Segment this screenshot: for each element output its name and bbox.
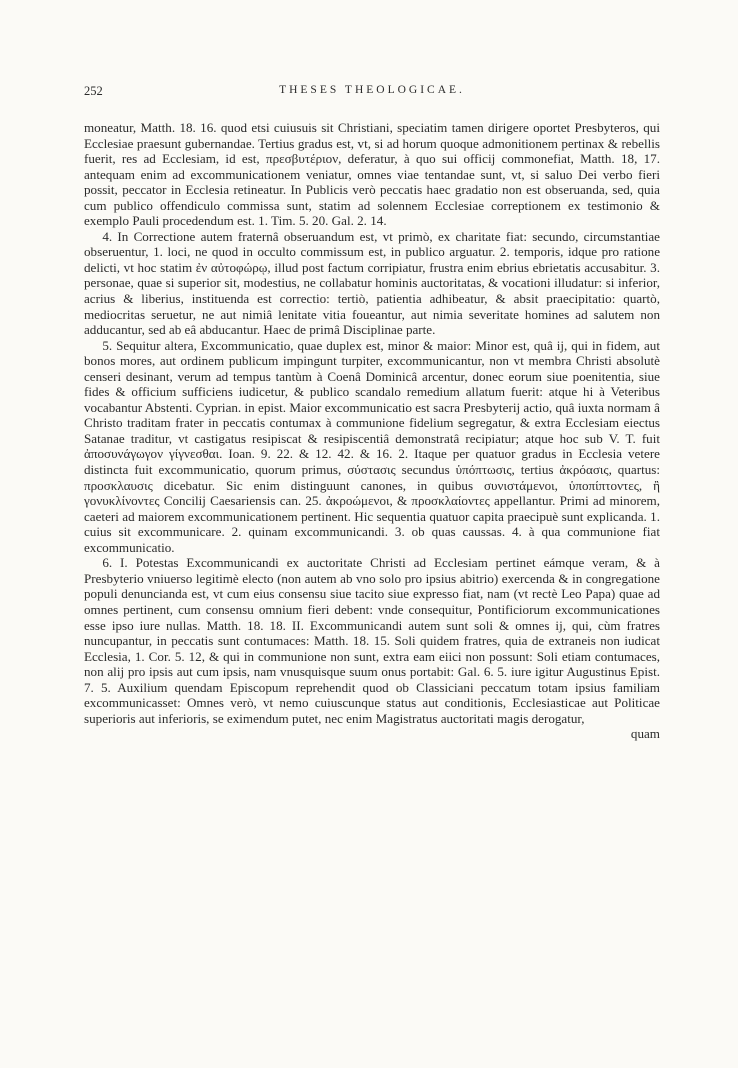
body-text <box>84 120 660 742</box>
paragraph-4: 4. In Correctione autem fraternâ obseruandum est, vt primò, ex charitate fiat: secundo, circumstantiae obseruentur, 1. loci, ne quod in occulto commissum est, in publico arguatur. 2. temporis, idque pro ratione delicti, vt hoc statim ἐν αὐτοφώρῳ, illud post factum corripiatur, frustra enim ebrius ebrietatis accusabitur. 3. personae, quae si superior sit, modestius, ne collabatur hominis auctoritatas, & vocationi illudatur: si inferior, acrius & liberius, instituenda est correctio: tertiò, patientia adhibeatur, & absit praecipitatio: quartò, mediocritas seruetur, ne aut nimiâ lenitate vitia foueantur, aut nimia severitate homines ad salutem non adducantur, sed ab eâ abducantur. Haec de primâ Disciplinae parte. <box>84 228 660 338</box>
page-number: 252 <box>84 84 103 98</box>
running-title: THESES THEOLOGICAE. <box>279 84 465 96</box>
paragraph-5: 5. Sequitur altera, Excommunicatio, quae duplex est, minor & maior: Minor est, quâ ij, qui in fidem, aut bonos mores, aut ordinem publicum impingunt turpiter, excommunicantur, non vt membra Christi absolutè censeri desinant, verum ad tempus tantùm à Coenâ Dominicâ arcentur, donec eorum siue poenitentia, siue fides & officium sufficiens iudicetur, & publico scandalo remedium allatum fuerit: atque hi à Veteribus vocabantur Abstenti. Cyprian. in epist. Maior excommunicatio est sacra Presbyterij actio, quâ iuxta normam â Christo traditam frater in peccatis contumax à communione fidelium segregatur, & extra Ecclesiam eiectus Satanae traditur, vt castigatus resipiscat & resipiscentiâ demonstratâ recipiatur; atque hoc sub V. T. fuit ἀποσυνάγωγον γίγνεσθαι. Ioan. 9. 22. & 12. 42. & 16. 2. Itaque per quatuor gradus in Ecclesia vetere distincta fuit excommunicatio, quorum primus, σύστασις secundus ὑπόπτωσις, tertius ἀκρόασις, quartus: προσκλαυσις dicebatur. Sic enim distinguunt canones, in quibus συνιστάμενοι, ὑποπίπτοντες, ἢ γονυκλίνοντες Concilij Caesariensis can. 25. ἀκροώμενοι, & προσκλαίοντες appellantur. Primi ad minorem, caeteri ad maiorem excommunicationem pertinent. Hic sequentia quatuor capita praecipuè sunt explicanda. 1. cuius sit excommunicare. 2. quinam excommunicandi. 3. ob quas caussas. 4. à qua communione fiat excommunicatio. <box>84 337 660 555</box>
paragraph-continuation: moneatur, Matth. 18. 16. quod etsi cuiusuis sit Christiani, speciatim tamen dirigere oportet Presbyteros, qui Ecclesiae praesunt gubernandae. Tertius gradus est, vt, si ad horum quoque admonitionem pertinax & rebellis fuerit, res ad Ecclesiam, id est, πρεσβυτέριον, deferatur, à quo sui officij commonefiat, Matth. 18, 17. antequam enim ad excommunicationem veniatur, omnes viae tentandae sunt, vt, si saluo Dei verbo fieri possit, peccator in Ecclesia retineatur. In Publicis verò peccatis haec gradatio non est obseruanda, sed, quia cum publico offendiculo commissa sunt, statim ad solennem Ecclesiae correptionem ex testimonio & exemplo Pauli procedendum est. 1. Tim. 5. 20. Gal. 2. 14. <box>84 120 660 229</box>
catchword: quam <box>630 726 660 742</box>
page-header <box>84 84 660 106</box>
paragraph-6: 6. I. Potestas Excommunicandi ex auctoritate Christi ad Ecclesiam pertinet eámque veram, & à Presbyterio vniuerso legitimè electo (non autem ab vno solo pro ipsius abitrio) exercenda & in congregatione populi denuncianda est, vt cum eius consensu siue tacito siue expresso fiat, nam (vt rectè Leo Papa) quae ad omnes pertinent, cum consensu omnium fieri debent: vnde consequitur, Pontificiorum excommunicationes esse ipso iure nullas. Matth. 18. 18. II. Excommunicandi autem sunt soli & omnes ij, qui, cùm fratres nuncupantur, in peccatis sunt contumaces: Matth. 18. 15. Soli quidem fratres, quia de extraneis non iudicat Ecclesia, 1. Cor. 5. 12, & qui in communione non sunt, extra eam eiici non possunt: Soli etiam contumaces, non alij pro ipsis aut cum ipsis, nam vnusquisque suum onus portabit: Gal. 6. 5. iure igitur Augustinus Epist. 7. 5. Auxilium quendam Episcopum reprehendit quod ob Classiciani peccatum totam ipsius familiam excommunicasset: Omnes verò, vt nemo cuiuscunque status aut conditionis, Ecclesiasticae aut Politicae superioris aut inferioris, se eximendum putet, nec enim Magistratus auctoritati magis derogatur, <box>84 555 660 726</box>
